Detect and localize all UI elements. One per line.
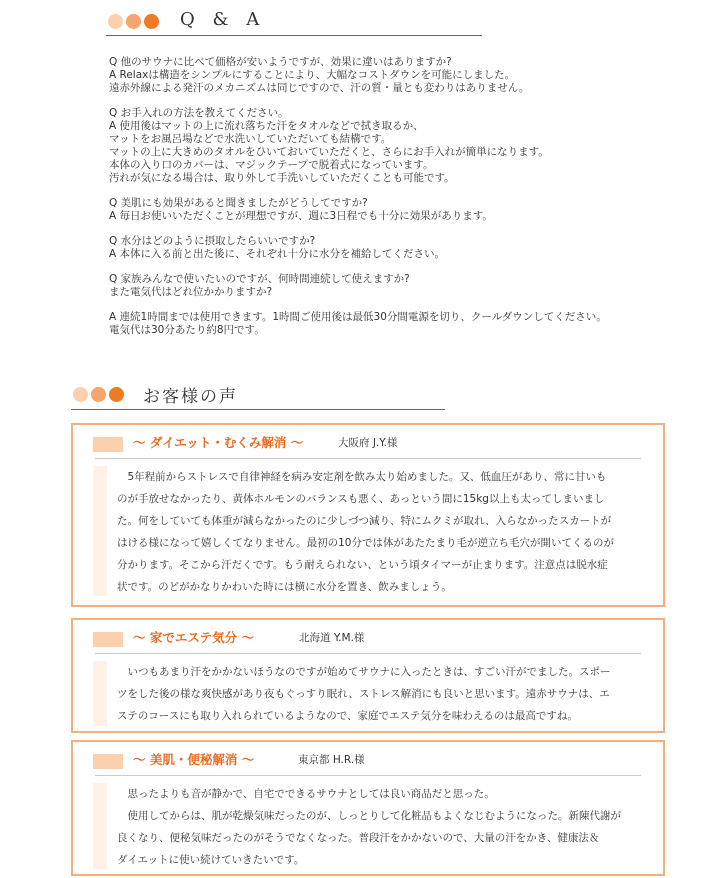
testimonial-card bbox=[71, 740, 665, 876]
testimonial-body bbox=[117, 466, 637, 598]
dot-light-icon bbox=[108, 14, 123, 29]
testimonial-line: 思ったよりも音が静かで、自宅でできるサウナとしては良い商品だと思った。 bbox=[117, 788, 495, 800]
qa-item bbox=[109, 107, 699, 185]
qa-line: A Relaxは構造をシンプルにすることにより、大幅なコストダウンを可能にしました。 bbox=[109, 69, 516, 81]
voices-header-rule bbox=[71, 409, 445, 410]
testimonial-title: 〜 家でエステ気分 〜 bbox=[133, 630, 254, 645]
testimonial-body bbox=[117, 661, 637, 727]
testimonial-rule bbox=[95, 458, 641, 459]
voices-header-dots bbox=[73, 387, 124, 402]
qa-line: Q 美肌にも効果があると聞きましたがどうしてですか? bbox=[109, 197, 368, 209]
testimonial-line: 分かります。そこから汗だくです。もう耐えられない、という頃タイマーが止まります。注意点は脱水症 bbox=[117, 559, 608, 571]
qa-line: A 使用後はマットの上に流れ落ちた汗をタオルなどで拭き取るか、 bbox=[109, 120, 424, 132]
testimonial-card bbox=[71, 423, 665, 607]
testimonial-author: 北海道 Y.M.様 bbox=[299, 632, 365, 644]
qa-item bbox=[109, 197, 699, 223]
qa-line: 汚れが気になる場合は、取り外して手洗いしていただくことも可能です。 bbox=[109, 172, 455, 184]
testimonial-header bbox=[73, 620, 663, 646]
qa-line: Q 他のサウナに比べて価格が安いようですが、効果に違いはありますか? bbox=[109, 56, 452, 68]
qa-line: A 本体に入る前と出た後に、それぞれ十分に水分を補給してください。 bbox=[109, 248, 446, 260]
testimonial-line: 良くなり、便秘気味だったのがそうでなくなった。普段汗をかかないので、大量の汗をかき、健康法＆ bbox=[117, 832, 600, 844]
qa-line: また電気代はどれ位かかりますか? bbox=[109, 286, 273, 298]
qa-line: 電気代は30分あたり約8円です。 bbox=[109, 324, 265, 336]
qa-line: 本体の入り口のカバーは、マジックテープで脱着式になっています。 bbox=[109, 159, 434, 171]
testimonial-rule bbox=[95, 775, 641, 776]
qa-item bbox=[109, 235, 699, 261]
qa-item bbox=[109, 56, 699, 95]
testimonial-card bbox=[71, 618, 665, 733]
dot-light-icon bbox=[73, 387, 88, 402]
testimonial-line: いつもあまり汗をかかないほうなのですが始めてサウナに入ったときは、すごい汗がでました。スポー bbox=[117, 666, 611, 678]
testimonial-header bbox=[73, 742, 663, 768]
testimonial-title: 〜 美肌・便秘解消 〜 bbox=[133, 752, 255, 767]
qa-line: A 毎日お使いいただくことが理想ですが、週に3日程でも十分に効果があります。 bbox=[109, 210, 493, 222]
heading-swatch-icon bbox=[93, 632, 123, 647]
testimonial-line: 5年程前からストレスで自律神経を病み安定剤を飲み太り始めました。又、低血圧があり、常に甘いも bbox=[117, 471, 607, 483]
qa-line: マットをお風呂場などで水洗いしていただいても結構です。 bbox=[109, 133, 392, 145]
testimonial-body bbox=[117, 783, 637, 871]
testimonial-side-bar bbox=[93, 661, 107, 726]
qa-line: Q お手入れの方法を教えてください。 bbox=[109, 107, 289, 119]
dot-dark-icon bbox=[109, 387, 124, 402]
qa-line: A 連続1時間までは使用できます。1時間ご使用後は最低30分間電源を切り、クールダウンしてください。 bbox=[109, 311, 607, 323]
testimonial-author: 大阪府 J.Y.様 bbox=[338, 437, 398, 449]
testimonial-rule bbox=[95, 653, 641, 654]
heading-swatch-icon bbox=[93, 754, 123, 769]
testimonial-line: 使用してからは、肌が乾燥気味だったのが、しっとりして化粧品もよくなじむようになった。新陳代謝が bbox=[117, 810, 621, 822]
qa-title: Q & A bbox=[180, 9, 266, 30]
testimonial-line: 状です。のどがかなりかわいた時には横に水分を置き、飲みましょう。 bbox=[117, 581, 452, 593]
qa-item bbox=[109, 273, 699, 299]
testimonial-line: のが手放せなかったり、黄体ホルモンのバランスも悪く、あっという間に15kg以上も太ってしまいまし bbox=[117, 493, 605, 505]
heading-swatch-icon bbox=[93, 437, 123, 452]
testimonial-line: はける様になって嬉しくてなりません。最初の10分では体があたたまり毛が逆立ち毛穴が開いてくるのが bbox=[117, 537, 614, 549]
qa-header-rule bbox=[106, 35, 482, 36]
dot-mid-icon bbox=[91, 387, 106, 402]
qa-line: Q 水分はどのように摂取したらいいですか? bbox=[109, 235, 316, 247]
testimonial-side-bar bbox=[93, 466, 107, 596]
qa-line: 遠赤外線による発汗のメカニズムは同じですので、汗の質・量とも変わりはありません。 bbox=[109, 82, 530, 94]
dot-dark-icon bbox=[144, 14, 159, 29]
testimonial-title: 〜 ダイエット・むくみ解消 〜 bbox=[133, 435, 304, 450]
dot-mid-icon bbox=[126, 14, 141, 29]
qa-line: マットの上に大きめのタオルをひいておいていただくと、さらにお手入れが簡単になります。 bbox=[109, 146, 549, 158]
testimonial-author: 東京都 H.R.様 bbox=[298, 754, 365, 766]
qa-list bbox=[109, 56, 699, 349]
voices-title: お客様の声 bbox=[143, 387, 238, 407]
testimonial-side-bar bbox=[93, 783, 107, 869]
testimonial-line: ダイエットに使い続けていきたいです。 bbox=[117, 854, 305, 866]
qa-header-dots bbox=[108, 14, 159, 29]
testimonial-header bbox=[73, 425, 663, 451]
qa-item bbox=[109, 311, 699, 337]
qa-line: Q 家族みんなで使いたいのですが、何時間連続して使えますか? bbox=[109, 273, 410, 285]
testimonial-line: ツをした後の様な爽快感があり夜もぐっすり眠れ、ストレス解消にも良いと思います。遠赤サウナは、エ bbox=[117, 688, 610, 700]
testimonial-line: ステのコースにも取り入れられているようなので、家庭でエステ気分を味わえるのは最高ですね。 bbox=[117, 710, 578, 722]
testimonial-line: た。何をしていても体重が減らなかったのに少しづつ減り、特にムクミが取れ、入らなかったスカートが bbox=[117, 515, 612, 527]
